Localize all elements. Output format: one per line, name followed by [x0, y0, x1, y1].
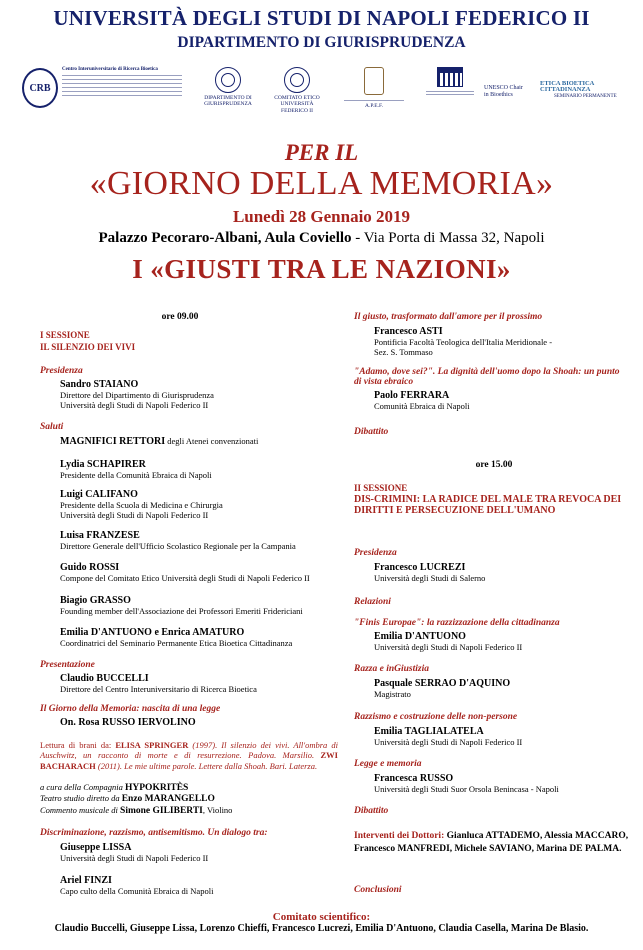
reading-author: ZWI BACHARACH	[40, 750, 338, 771]
speaker-affiliation: Università degli Studi di Salerno	[374, 573, 486, 583]
comitato-logo-label: COMITATO ETICO UNIVERSITÀ FEDERICO II	[274, 95, 320, 114]
speaker-name: On. Rosa RUSSO IERVOLINO	[60, 717, 196, 728]
interventi-label: Interventi dei Dottori:	[354, 831, 447, 841]
committee-members: Claudio Buccelli, Giuseppe Lissa, Lorenzo Chieffi, Francesco Lucrezi, Emilia D'Antuono, Claudia Casella, Marina De Blasio.	[54, 923, 589, 934]
etica-logo-title: ETICA BIOETICA CITTADINANZA	[540, 80, 595, 94]
speaker-affiliation: Comunità Ebraica di Napoli	[374, 401, 470, 411]
session-1-title: IL SILENZIO DEI VIVI	[40, 342, 136, 352]
speaker-buccelli	[40, 673, 350, 694]
speaker-affiliation: Sez. S. Tommaso	[374, 347, 433, 357]
speaker-franzese	[40, 530, 350, 551]
dipartimento-logo-label: DIPARTIMENTO DI GIURISPRUDENZA	[204, 95, 252, 108]
speaker-name: Giuseppe LISSA	[60, 842, 132, 853]
discriminazione-label: Discriminazione, razzismo, antisemitismo. Un dialogo tra:	[40, 828, 268, 838]
speaker-name: Emilia TAGLIALATELA	[374, 726, 484, 737]
legge-label: Legge e memoria	[354, 759, 422, 769]
speaker-name: Francesca RUSSO	[374, 773, 454, 784]
event-subtitle: I «GIUSTI TRA LE NAZIONI»	[132, 254, 511, 284]
event-date: Lunedì 28 Gennaio 2019	[232, 207, 411, 226]
speaker-califano	[40, 489, 350, 520]
committee-title: Comitato scientifico:	[272, 911, 371, 923]
director-name: Enzo MARANGELLO	[121, 794, 215, 804]
speaker-name: Luigi CALIFANO	[60, 489, 138, 500]
speaker-name: Pasquale SERRAO D'AQUINO	[374, 678, 511, 689]
interventi-block	[354, 830, 634, 855]
seal-icon	[284, 67, 310, 93]
razza-label: Razza e inGiustizia	[354, 664, 429, 674]
speaker-ferrara	[354, 390, 634, 411]
crb-logo	[22, 68, 58, 108]
speaker-russo-francesca	[354, 773, 634, 794]
speaker-tagliatela	[354, 726, 634, 747]
logo-strip	[0, 63, 643, 133]
speaker-name: Lydia SCHAPIRER	[60, 459, 146, 470]
speaker-name: Francesco ASTI	[374, 326, 443, 337]
event-title: «GIORNO DELLA MEMORIA»	[89, 165, 554, 202]
speaker-affiliation: Università degli Studi di Napoli Federico II	[374, 642, 523, 652]
reading-label: Lettura di brani da:	[40, 740, 116, 750]
interventi-names: Gianluca ATTADEMO, Alessia MACCARO, Francesco MANFREDI, Michele SAVIANO, Marina DE PALMA.	[354, 831, 629, 854]
commento-line	[40, 805, 232, 817]
speaker-role: Direttore del Dipartimento di Giurisprudenza	[60, 390, 214, 400]
department-title: DIPARTIMENTO DI GIURISPRUDENZA	[177, 34, 466, 51]
etica-logo-subtitle: SEMINARIO PERMANENTE	[554, 93, 617, 99]
scientific-committee	[0, 911, 643, 934]
speaker-affiliation: Pontificia Facoltà Teologica dell'Italia Meridionale -	[374, 337, 553, 347]
comitato-logo	[268, 67, 326, 114]
session-2-label: II SESSIONE	[354, 483, 408, 493]
teatro-line	[40, 793, 215, 805]
speaker-role: Presidente della Comunità Ebraica di Napoli	[60, 470, 212, 480]
speaker-finzi	[40, 875, 350, 896]
speaker-affiliation: Università degli Studi Suor Orsola Benincasa - Napoli	[374, 784, 559, 794]
presentazione-label: Presentazione	[40, 660, 95, 670]
crb-description	[62, 67, 182, 99]
dibattito-label: Dibattito	[354, 806, 389, 816]
reading-work: (2011). Le mie ultime parole. Lettere dalla Shoah. Bari. Laterza.	[95, 760, 318, 771]
crb-title: Centro Interuniversitario di Ricerca Bioetica	[62, 67, 158, 72]
speaker-role: Presidente della Scuola di Medicina e Chirurgia	[60, 500, 223, 510]
speaker-schapirer	[40, 459, 350, 480]
company-name: HYPOKRITÈS	[125, 783, 189, 793]
crb-mark: CRB	[29, 82, 51, 94]
speaker-name: Claudio BUCCELLI	[60, 673, 149, 684]
teatro-label: Teatro studio diretto da	[40, 793, 122, 803]
seal-icon	[215, 67, 241, 93]
speaker-role: Direttore del Centro Interuniversitario di Ricerca Bioetica	[60, 684, 257, 694]
saluti-label: Saluti	[40, 422, 64, 432]
reading-author: ELISA SPRINGER	[115, 740, 189, 750]
musician-name: Simone GILIBERTI	[120, 806, 203, 816]
razzismo-label: Razzismo e costruzione delle non-persone	[354, 712, 518, 722]
per-il-heading: PER IL	[284, 140, 359, 165]
reading-work: (1997). Il silenzio dei vivi. All'ombra di Auschwitz, un racconto di morte e di resurrezione. Padova. Marsilio.	[40, 740, 338, 761]
instrument: , Violino	[202, 805, 233, 815]
crest-icon	[364, 67, 384, 95]
speaker-grasso	[40, 595, 350, 616]
apef-logo-label: A.P.E.F.	[365, 103, 383, 109]
apef-logo	[338, 67, 410, 109]
relazioni-label: Relazioni	[354, 597, 391, 607]
speaker-role: degli Atenei convenzionati	[165, 436, 259, 446]
speaker-role: Magistrato	[374, 689, 411, 699]
giusto-label: Il giusto, trasformato dall'amore per il prossimo	[354, 312, 543, 322]
speaker-role: Coordinatrici del Seminario Permanente Etica Bioetica Cittadinanza	[60, 638, 293, 648]
speaker-russo	[40, 717, 350, 728]
unesco-chair-label: UNESCO Chair in Bioethics	[484, 85, 523, 98]
speaker-affiliation: Università degli Studi di Napoli Federico II	[60, 510, 209, 520]
speaker-asti	[354, 326, 634, 357]
temple-icon	[437, 67, 463, 87]
event-address: - Via Porta di Massa 32, Napoli	[351, 230, 545, 246]
speaker-affiliation: Università degli Studi di Napoli Federico II	[60, 853, 209, 863]
speaker-role: Capo culto della Comunità Ebraica di Napoli	[60, 886, 214, 896]
speaker-lissa	[40, 842, 350, 863]
commento-label: Commento musicale di	[40, 805, 121, 815]
speaker-name: Luisa FRANZESE	[60, 530, 140, 541]
finis-europae-label: "Finis Europae": la razzizzazione della cittadinanza	[354, 618, 560, 628]
giorno-memoria-label: Il Giorno della Memoria: nascita di una legge	[40, 704, 221, 714]
speaker-name: Paolo FERRARA	[374, 390, 450, 401]
speaker-affiliation: Università degli Studi di Napoli Federico II	[374, 737, 523, 747]
unesco-temple-logo	[420, 67, 480, 97]
speaker-name: Francesco LUCREZI	[374, 562, 466, 573]
speaker-name: Guido ROSSI	[60, 562, 120, 573]
adamo-label: "Adamo, dove sei?". La dignità dell'uomo dopo la Shoah: un punto di vista ebraico	[354, 367, 620, 387]
speaker-name: Ariel FINZI	[60, 875, 112, 886]
speaker-role: Direttore Generale dell'Ufficio Scolastico Regionale per la Campania	[60, 541, 296, 551]
crb-lines	[62, 75, 182, 96]
university-title: UNIVERSITÀ DEGLI STUDI DI NAPOLI FEDERICO II	[53, 6, 590, 30]
speaker-name: MAGNIFICI RETTORI	[60, 436, 166, 447]
session-2-title: DIS-CRIMINI: LA RADICE DEL MALE TRA REVOCA DEI DIRITTI E PERSECUZIONE DELL'UMANO	[354, 494, 622, 516]
speaker-role: Compone del Comitato Etico Università degli Studi di Napoli Federico II	[60, 573, 310, 583]
session-2-time: ore 15.00	[475, 460, 513, 470]
speaker-name: Emilia D'ANTUONO e Enrica AMATURO	[60, 627, 245, 638]
speaker-rossi	[40, 562, 350, 583]
session-1-time: ore 09.00	[161, 312, 199, 322]
speaker-dantuono	[354, 631, 634, 652]
session-1-label: I SESSIONE	[40, 330, 90, 340]
speaker-name: Sandro STAIANO	[60, 379, 139, 390]
etica-logo	[540, 81, 636, 100]
speaker-rettori	[40, 436, 350, 447]
presidenza-label: Presidenza	[354, 548, 397, 558]
speaker-serrao	[354, 678, 634, 699]
reading-block	[40, 740, 338, 771]
speaker-affiliation: Università degli Studi di Napoli Federico II	[60, 400, 209, 410]
speaker-antuono-amaturo	[40, 627, 350, 648]
speaker-role: Founding member dell'Associazione dei Professori Emeriti Fridericiani	[60, 606, 303, 616]
speaker-staiano	[40, 379, 350, 410]
conclusioni-label: Conclusioni	[354, 885, 402, 895]
cura-label: a cura della Compagnia	[40, 782, 125, 792]
event-venue: Palazzo Pecoraro-Albani, Aula Coviello	[98, 230, 352, 246]
speaker-lucrezi	[354, 562, 634, 583]
speaker-name: Emilia D'ANTUONO	[374, 631, 466, 642]
presidenza-label: Presidenza	[40, 366, 83, 376]
dipartimento-logo	[200, 67, 256, 108]
dibattito-label: Dibattito	[354, 427, 389, 437]
event-place	[0, 230, 643, 247]
speaker-name: Biagio GRASSO	[60, 595, 131, 606]
